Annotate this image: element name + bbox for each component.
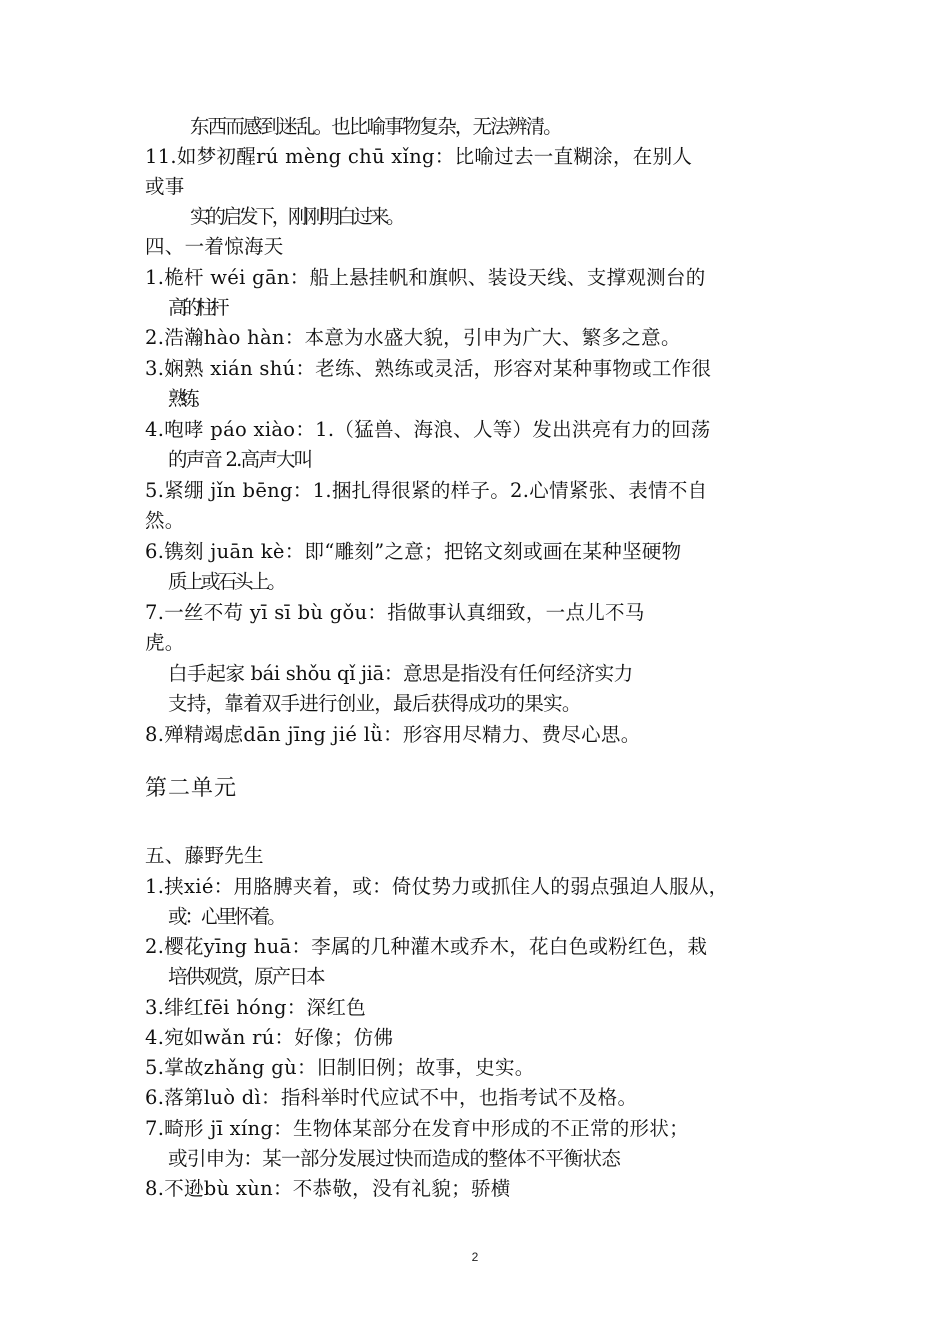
text-line: 支持，靠着双手进行创业，最后获得成功的果实。	[168, 692, 581, 715]
text-line: 1.挟xié：用胳膊夹着，或：倚仗势力或抓住人的弱点强迫人服从，	[145, 875, 729, 898]
text-line: 然。	[145, 509, 185, 532]
text-line: 5.掌故zhǎng gù：旧制旧例；故事，史实。	[145, 1056, 535, 1079]
unit-heading: 第二单元	[145, 776, 238, 801]
text-line: 的声音 2.高声大叫	[168, 448, 312, 471]
text-line: 虎。	[145, 631, 185, 654]
text-line: 7.畸形 jī xíng：生物体某部分在发育中形成的不正常的形状；	[145, 1117, 689, 1140]
text-line: 2.樱花yīng huā：李属的几种灌木或乔木，花白色或粉红色，栽	[145, 935, 708, 958]
text-line: 实的启发下，刚刚明白过来。	[190, 205, 403, 228]
text-line: 4.宛如wǎn rú：好像；仿佛	[145, 1026, 394, 1049]
text-line: 东西而感到迷乱。也比喻事物复杂，无法辨清。	[190, 115, 561, 138]
text-line: 3.绯红fēi hóng：深红色	[145, 996, 366, 1019]
text-line: 质上或石头上。	[168, 570, 284, 593]
text-line: 培供观赏，原产日本	[168, 965, 324, 988]
text-line: 或：心里怀着。	[168, 905, 284, 928]
page-number: 2	[471, 1250, 479, 1264]
text-line: 高的柱杆	[168, 296, 225, 319]
text-line: 8.殚精竭虑dān jīng jié lǜ：形容用尽精力、费尽心思。	[145, 723, 641, 746]
text-line: 2.浩瀚hào hàn：本意为水盛大貌，引申为广大、繁多之意。	[145, 326, 681, 349]
text-line: 熟练。	[168, 387, 205, 410]
text-line: 5.紧绷 jǐn bēng：1.捆扎得很紧的样子。2.心情紧张、表情不自	[145, 479, 708, 502]
text-line: 8.不逊bù xùn：不恭敬，没有礼貌；骄横	[145, 1177, 511, 1200]
text-line: 6.镌刻 juān kè：即“雕刻”之意；把铭文刻或画在某种坚硬物	[145, 540, 682, 563]
section-heading: 五、藤野先生	[145, 844, 264, 867]
text-line: 11.如梦初醒rú mèng chū xǐng：比喻过去一直糊涂，在别人	[145, 145, 693, 168]
text-line: 或引申为：某一部分发展过快而造成的整体不平衡状态	[168, 1147, 621, 1170]
text-line: 或事	[145, 175, 185, 198]
text-line: 3.娴熟 xián shú：老练、熟练或灵活，形容对某种事物或工作很	[145, 357, 712, 380]
section-heading: 四、一着惊海天	[145, 235, 284, 258]
text-line: 1.桅杆 wéi gān：船上悬挂帆和旗帜、装设天线、支撑观测台的	[145, 266, 706, 289]
text-line: 白手起家 bái shǒu qǐ jiā：意思是指没有任何经济实力	[168, 662, 633, 685]
text-line: 4.咆哮 páo xiào：1.（猛兽、海浪、人等）发出洪亮有力的回荡	[145, 418, 711, 441]
text-line: 7.一丝不苟 yī sī bù gǒu：指做事认真细致，一点儿不马	[145, 601, 645, 624]
text-line: 6.落第luò dì：指科举时代应试不中，也指考试不及格。	[145, 1086, 638, 1109]
